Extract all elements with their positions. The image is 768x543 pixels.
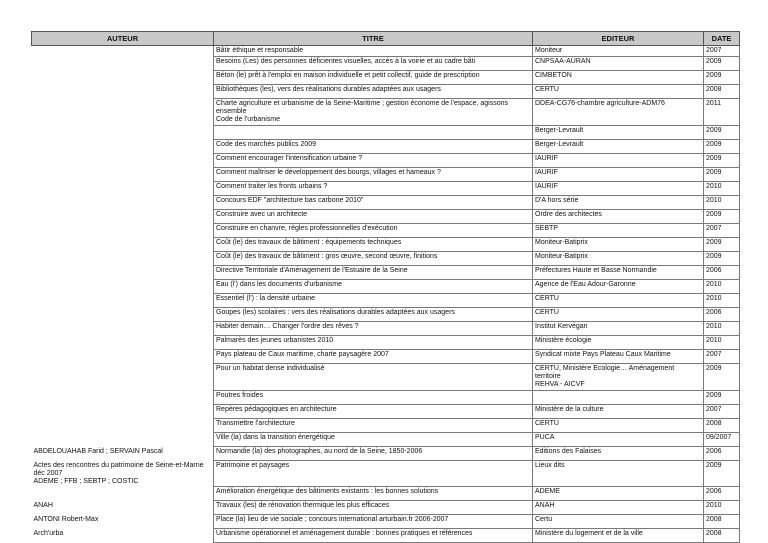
cell-editeur: CERTU <box>533 419 704 433</box>
table-row <box>32 266 740 280</box>
table-row <box>32 405 740 419</box>
table-row <box>32 336 740 350</box>
cell-titre: Béton (le) prêt à l'emploi en maison individuelle et petit collectif, guide de prescription <box>214 71 533 85</box>
cell-auteur <box>32 85 214 99</box>
cell-titre: Besoins (Les) des personnes déficientes visuelles, accès à la voirie et au cadre bâti <box>214 57 533 71</box>
cell-auteur <box>32 224 214 238</box>
cell-date: 2009 <box>704 57 740 71</box>
cell-titre: Place (la) lieu de vie sociale ; concours international arturbain.fr 2006-2007 <box>214 515 533 529</box>
bibliography-sheet <box>31 31 739 543</box>
cell-editeur: CERTU <box>533 308 704 322</box>
table-row <box>32 71 740 85</box>
cell-editeur: Berger-Levrault <box>533 140 704 154</box>
cell-auteur: ANTONI Robert-Max <box>33 515 99 523</box>
cell-editeur: Moniteur-Batiprix <box>533 238 704 252</box>
cell-editeur: DDEA-CG76-chambre agriculture-ADM76 <box>533 99 704 126</box>
cell-auteur <box>32 196 214 210</box>
cell-auteur <box>32 182 214 196</box>
table-row <box>32 182 740 196</box>
cell-titre: Amélioration énergétique des bâtiments existants : les bonnes solutions <box>214 487 533 501</box>
table-row <box>32 487 740 501</box>
table-row <box>32 391 740 405</box>
cell-auteur <box>32 140 214 154</box>
table-row <box>32 126 740 140</box>
cell-date: 2010 <box>704 336 740 350</box>
cell-date: 09/2007 <box>704 433 740 447</box>
cell-auteur <box>32 487 214 501</box>
cell-date: 2010 <box>704 294 740 308</box>
cell-titre: Repères pédagogiques en architecture <box>214 405 533 419</box>
cell-titre: Comment encourager l'intensification urbaine ? <box>214 154 533 168</box>
cell-date: 2007 <box>704 46 740 57</box>
cell-auteur <box>32 294 214 308</box>
table-row <box>32 168 740 182</box>
table-row <box>32 447 740 461</box>
cell-date: 2009 <box>704 364 740 391</box>
cell-auteur: Actes des rencontres du patrimoine de Seine-et-Marne déc 2007 ADEME ; FFB ; SEBTP ; COSTIC <box>33 461 204 485</box>
cell-auteur <box>32 308 214 322</box>
header-row <box>32 32 740 46</box>
cell-date: 2008 <box>704 85 740 99</box>
cell-editeur: CIMBETON <box>533 71 704 85</box>
cell-titre: Poutres froides <box>214 391 533 405</box>
cell-auteur <box>32 266 214 280</box>
cell-auteur <box>32 168 214 182</box>
cell-titre <box>214 126 533 140</box>
cell-editeur: CERTU <box>533 294 704 308</box>
table-row <box>32 46 740 57</box>
cell-titre: Charte agriculture et urbanisme de la Seine-Maritime ; gestion économe de l'espace, agissons ensemble Code de l'urbanisme <box>214 99 533 126</box>
cell-auteur <box>32 350 214 364</box>
cell-editeur: Lieux dits <box>533 461 704 487</box>
cell-titre: Ville (la) dans la transition énergétique <box>214 433 533 447</box>
cell-auteur <box>32 322 214 336</box>
cell-date: 2006 <box>704 308 740 322</box>
header-editeur: EDITEUR <box>533 32 704 46</box>
table-row <box>32 501 740 515</box>
table-row <box>32 280 740 294</box>
cell-editeur: Institut Kervégan <box>533 322 704 336</box>
cell-editeur: Ministère écologie <box>533 336 704 350</box>
cell-editeur: IAURIF <box>533 154 704 168</box>
cell-titre: Bâtir éthique et responsable <box>214 46 533 57</box>
cell-titre: Patrimoine et paysages <box>214 461 533 487</box>
cell-date: 2008 <box>704 515 740 529</box>
cell-titre: Essentiel (l') : la densité urbaine <box>214 294 533 308</box>
cell-titre: Pays plateau de Caux maritime, charte paysagère 2007 <box>214 350 533 364</box>
cell-date: 2010 <box>704 196 740 210</box>
cell-date: 2007 <box>704 224 740 238</box>
cell-date: 2007 <box>704 350 740 364</box>
cell-date: 2006 <box>704 447 740 461</box>
cell-auteur <box>32 433 214 447</box>
cell-date: 2010 <box>704 182 740 196</box>
table-row <box>32 322 740 336</box>
cell-editeur <box>533 391 704 405</box>
table-row <box>32 224 740 238</box>
cell-editeur: D'A hors série <box>533 196 704 210</box>
cell-auteur: ANAH <box>33 501 53 509</box>
cell-titre: Construire en chanvre, règles professionnelles d'exécution <box>214 224 533 238</box>
cell-auteur <box>32 252 214 266</box>
cell-titre: Bibliothèques (les), vers des réalisations durables adaptées aux usagers <box>214 85 533 99</box>
cell-titre: Urbanisme opérationnel et aménagement durable : bonnes pratiques et références <box>214 529 533 543</box>
bibliography-table <box>31 31 740 543</box>
cell-editeur: IAURIF <box>533 168 704 182</box>
table-row <box>32 210 740 224</box>
cell-auteur <box>32 46 214 57</box>
cell-auteur <box>32 71 214 85</box>
cell-date: 2008 <box>704 529 740 543</box>
cell-editeur: Préfectures Haute et Basse Normandie <box>533 266 704 280</box>
cell-date: 2010 <box>704 322 740 336</box>
cell-editeur: CNPSAA-AURAN <box>533 57 704 71</box>
cell-editeur: Ministère de la culture <box>533 405 704 419</box>
cell-date: 2009 <box>704 71 740 85</box>
table-row <box>32 433 740 447</box>
cell-auteur <box>32 391 214 405</box>
cell-editeur: PUCA <box>533 433 704 447</box>
table-row <box>32 196 740 210</box>
table-row <box>32 99 740 126</box>
cell-editeur: Berger-Levrault <box>533 126 704 140</box>
cell-auteur <box>32 126 214 140</box>
cell-editeur: SEBTP <box>533 224 704 238</box>
cell-titre: Normandie (la) des photographes, au nord de la Seine, 1850-2006 <box>214 447 533 461</box>
cell-titre: Comment maîtriser le développement des bourgs, villages et hameaux ? <box>214 168 533 182</box>
cell-date: 2006 <box>704 487 740 501</box>
cell-date: 2010 <box>704 501 740 515</box>
cell-titre: Palmarès des jeunes urbanistes 2010 <box>214 336 533 350</box>
table-row <box>32 529 740 543</box>
cell-titre: Habiter demain… Changer l'ordre des rêves ? <box>214 322 533 336</box>
cell-editeur: Moniteur <box>533 46 704 57</box>
cell-date: 2009 <box>704 126 740 140</box>
cell-date: 2008 <box>704 419 740 433</box>
cell-auteur <box>32 419 214 433</box>
cell-editeur: Certu <box>533 515 704 529</box>
cell-auteur <box>32 210 214 224</box>
cell-date: 2009 <box>704 461 740 487</box>
cell-auteur <box>32 336 214 350</box>
cell-titre: Directive Territoriale d'Aménagement de l'Estuaire de la Seine <box>214 266 533 280</box>
cell-titre: Goupes (les) scolaires : vers des réalisations durables adaptées aux usagers <box>214 308 533 322</box>
cell-editeur: CERTU <box>533 85 704 99</box>
cell-auteur <box>32 280 214 294</box>
cell-titre: Eau (l') dans les documents d'urbanisme <box>214 280 533 294</box>
cell-titre: Coût (le) des travaux de bâtiment : équipements techniques <box>214 238 533 252</box>
cell-date: 2006 <box>704 266 740 280</box>
header-date: DATE <box>704 32 740 46</box>
cell-auteur <box>32 238 214 252</box>
table-row <box>32 57 740 71</box>
cell-date: 2007 <box>704 405 740 419</box>
cell-date: 2010 <box>704 280 740 294</box>
cell-date: 2011 <box>704 99 740 126</box>
cell-editeur: ANAH <box>533 501 704 515</box>
table-row <box>32 350 740 364</box>
cell-auteur: Arch'urba <box>33 529 64 537</box>
cell-auteur <box>32 99 214 126</box>
cell-editeur: Editions des Falaises <box>533 447 704 461</box>
cell-date: 2009 <box>704 210 740 224</box>
cell-auteur <box>32 57 214 71</box>
cell-editeur: ADEME <box>533 487 704 501</box>
table-row <box>32 364 740 391</box>
cell-auteur <box>32 405 214 419</box>
cell-editeur: IAURIF <box>533 182 704 196</box>
table-row <box>32 308 740 322</box>
cell-date: 2009 <box>704 391 740 405</box>
cell-titre: Coût (le) des travaux de bâtiment : gros œuvre, second œuvre, finitions <box>214 252 533 266</box>
cell-auteur <box>32 364 214 391</box>
table-row <box>32 294 740 308</box>
cell-editeur: Ministère du logement et de la ville <box>533 529 704 543</box>
table-row <box>32 461 740 487</box>
cell-editeur: Moniteur-Batiprix <box>533 252 704 266</box>
cell-titre: Construire avec un architecte <box>214 210 533 224</box>
table-row <box>32 252 740 266</box>
cell-auteur: ABDELOUAHAB Farid ; SERVAIN Pascal <box>33 447 163 455</box>
table-row <box>32 238 740 252</box>
cell-editeur: CERTU, Ministère Ecologie… Aménagement territoire REHVA - AICVF <box>533 364 704 391</box>
cell-date: 2009 <box>704 140 740 154</box>
cell-titre: Comment traiter les fronts urbains ? <box>214 182 533 196</box>
header-titre: TITRE <box>214 32 533 46</box>
header-auteur: AUTEUR <box>32 32 214 46</box>
table-row <box>32 515 740 529</box>
table-row <box>32 140 740 154</box>
cell-auteur <box>32 154 214 168</box>
cell-titre: Transmettre l'architecture <box>214 419 533 433</box>
cell-date: 2009 <box>704 252 740 266</box>
table-row <box>32 154 740 168</box>
cell-editeur: Syndicat mixte Pays Plateau Caux Maritime <box>533 350 704 364</box>
cell-titre: Travaux (les) de rénovation thermique les plus efficaces <box>214 501 533 515</box>
cell-titre: Pour un habitat dense individualisé <box>214 364 533 391</box>
table-row <box>32 419 740 433</box>
cell-titre: Code des marchés publics 2009 <box>214 140 533 154</box>
cell-date: 2009 <box>704 154 740 168</box>
cell-editeur: Agence de l'Eau Adour-Garonne <box>533 280 704 294</box>
cell-date: 2009 <box>704 238 740 252</box>
cell-editeur: Ordre des architectes <box>533 210 704 224</box>
cell-titre: Concours EDF "architecture bas carbone 2010" <box>214 196 533 210</box>
table-row <box>32 85 740 99</box>
cell-date: 2009 <box>704 168 740 182</box>
